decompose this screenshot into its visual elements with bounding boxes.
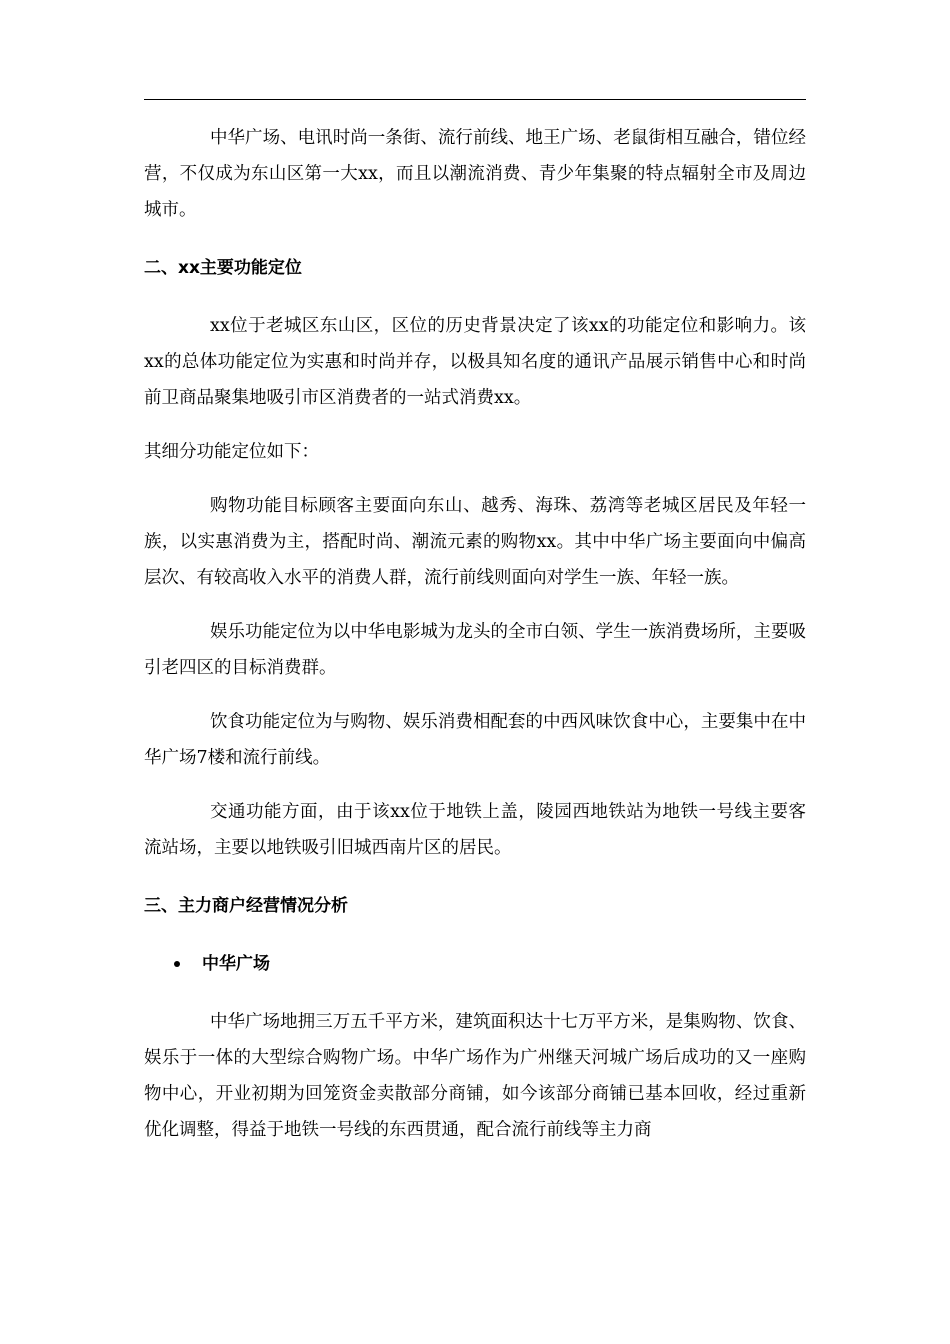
paragraph-transport-function: 交通功能方面，由于该xx位于地铁上盖，陵园西地铁站为地铁一号线主要客流站场，主要以地铁吸引旧城西南片区的居民。	[144, 802, 806, 858]
document-body	[144, 120, 806, 1148]
paragraph-zhonghua-plaza: 中华广场地拥三万五千平方米，建筑面积达十七万平方米，是集购物、饮食、娱乐于一体的大型综合购物广场。中华广场作为广州继天河城广场后成功的又一座购物中心，开业初期为回笼资金卖散部分商铺，如今该部分商铺已基本回收，经过重新优化调整，得益于地铁一号线的东西贯通，配合流行前线等主力商	[144, 1012, 806, 1140]
section-heading-anchor-tenants: 三、主力商户经营情况分析	[144, 896, 348, 916]
bullet-dot-icon	[174, 961, 180, 967]
paragraph-entertainment-function: 娱乐功能定位为以中华电影城为龙头的全市白领、学生一族消费场所，主要吸引老四区的目标消费群。	[144, 622, 806, 678]
paragraph-overall-positioning: xx位于老城区东山区，区位的历史背景决定了该xx的功能定位和影响力。该xx的总体功能定位为实惠和时尚并存，以极具知名度的通讯产品展示销售中心和时尚前卫商品聚集地吸引市区消费者的一站式消费xx。	[144, 316, 806, 408]
bullet-label: 中华广场	[202, 954, 270, 974]
bullet-item-zhonghua-plaza	[144, 946, 806, 982]
paragraph-dining-function: 饮食功能定位为与购物、娱乐消费相配套的中西风味饮食中心，主要集中在中华广场7楼和流行前线。	[144, 712, 806, 768]
paragraph-sub-positioning-intro: 其细分功能定位如下：	[144, 442, 319, 462]
paragraph-shopping-function: 购物功能目标顾客主要面向东山、越秀、海珠、荔湾等老城区居民及年轻一族，以实惠消费为主，搭配时尚、潮流元素的购物xx。其中中华广场主要面向中偏高层次、有较高收入水平的消费人群，流行前线则面向对学生一族、年轻一族。	[144, 496, 806, 588]
paragraph-merchant-district: 中华广场、电讯时尚一条街、流行前线、地王广场、老鼠街相互融合，错位经营，不仅成为东山区第一大xx，而且以潮流消费、青少年集聚的特点辐射全市及周边城市。	[144, 128, 806, 220]
section-heading-function-positioning: 二、xx主要功能定位	[144, 258, 302, 278]
header-rule	[144, 99, 806, 100]
